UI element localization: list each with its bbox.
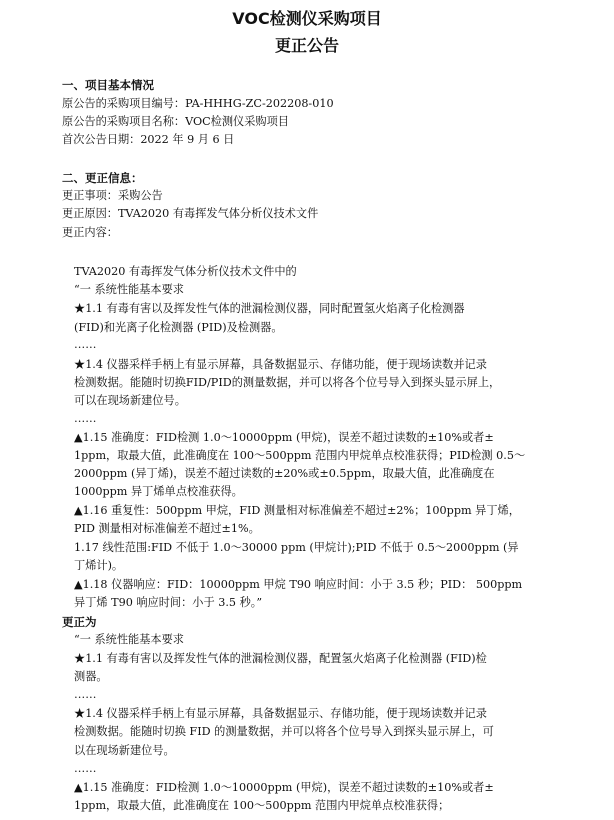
document-title: VOC检测仪采购项目 xyxy=(232,9,382,28)
content-line: ▲1.18 仪器响应：FID：10000ppm 甲烷 T90 响应时间：小于 3.5 秒；PID： 500ppm xyxy=(74,578,523,591)
corrected-line: 测器。 xyxy=(74,670,108,683)
content-line: 丁烯计)。 xyxy=(74,559,124,572)
content-line: PID 测量相对标准偏差不超过±1%。 xyxy=(74,522,260,535)
content-line: 1.17 线性范围:FID 不低于 1.0～30000 ppm (甲烷计);PID 不低于 0.5～2000ppm (异 xyxy=(74,541,519,554)
content-line: TVA2020 有毒挥发气体分析仪技术文件中的 xyxy=(74,265,297,278)
corrected-heading: 更正为 xyxy=(62,615,97,629)
content-line: ★1.1 有毒有害以及挥发性气体的泄漏检测仪器，同时配置氢火焰离子化检测器 xyxy=(74,302,465,315)
corrected-line: ★1.4 仪器采样手柄上有显示屏幕，具备数据显示、存储功能，便于现场读数并记录 xyxy=(74,707,487,720)
section-heading-correction: 二、更正信息： xyxy=(62,171,143,185)
corrected-line: 以在现场新建位号。 xyxy=(74,744,175,757)
corrected-line: 1ppm，取最大值，此准确度在 100～500ppm 范围内甲烷单点校准获得； xyxy=(74,799,450,812)
corrected-line: …… xyxy=(74,688,97,701)
content-line: 检测数据。能随时切换FID/PID的测量数据，并可以将各个位号导入到探头显示屏上， xyxy=(74,376,501,389)
section-heading-basic-info: 一、项目基本情况 xyxy=(62,78,154,92)
info-line: 首次公告日期：2022 年 9 月 6 日 xyxy=(62,133,235,146)
corrected-line: 检测数据。能随时切换 FID 的测量数据，并可以将各个位号导入到探头显示屏上，可 xyxy=(74,725,494,738)
content-line: …… xyxy=(74,412,97,425)
content-line: ▲1.16 重复性：500ppm 甲烷，FID 测量相对标准偏差不超过±2%；100ppm 异丁烯， xyxy=(74,504,520,517)
content-line: 1ppm，取最大值，此准确度在 100～500ppm 范围内甲烷单点校准获得；PID检测 0.5～ xyxy=(74,449,526,462)
corrected-line: ▲1.15 准确度：FID检测 1.0～10000ppm (甲烷)，误差不超过读数的±10%或者± xyxy=(74,781,494,794)
content-line: 异丁烯 T90 响应时间：小于 3.5 秒。” xyxy=(74,596,263,609)
document-subtitle: 更正公告 xyxy=(274,36,339,55)
content-line: (FID)和光离子化检测器 (PID)及检测器。 xyxy=(74,321,283,334)
content-line: “一 系统性能基本要求 xyxy=(74,283,184,296)
content-line: …… xyxy=(74,338,97,351)
info-line: 更正内容： xyxy=(62,226,118,239)
info-line: 原公告的采购项目名称：VOC检测仪采购项目 xyxy=(62,115,289,128)
info-line: 更正事项：采购公告 xyxy=(62,189,163,202)
corrected-line: ★1.1 有毒有害以及挥发性气体的泄漏检测仪器，配置氢火焰离子化检测器 (FID)检 xyxy=(74,652,487,665)
info-line: 更正原因：TVA2020 有毒挥发气体分析仪技术文件 xyxy=(62,207,319,220)
corrected-line: “一 系统性能基本要求 xyxy=(74,633,184,646)
content-line: 可以在现场新建位号。 xyxy=(74,394,186,407)
corrected-line: …… xyxy=(74,762,97,775)
info-line: 原公告的采购项目编号：PA-HHHG-ZC-202208-010 xyxy=(62,97,334,110)
content-line: 1000ppm 异丁烯单点校准获得。 xyxy=(74,485,243,498)
content-line: ▲1.15 准确度：FID检测 1.0～10000ppm (甲烷)，误差不超过读数的±10%或者± xyxy=(74,431,494,444)
content-line: 2000ppm (异丁烯)，误差不超过读数的±20%或±0.5ppm，取最大值，此准确度在 xyxy=(74,467,495,480)
content-line: ★1.4 仪器采样手柄上有显示屏幕，具备数据显示、存储功能，便于现场读数并记录 xyxy=(74,358,487,371)
